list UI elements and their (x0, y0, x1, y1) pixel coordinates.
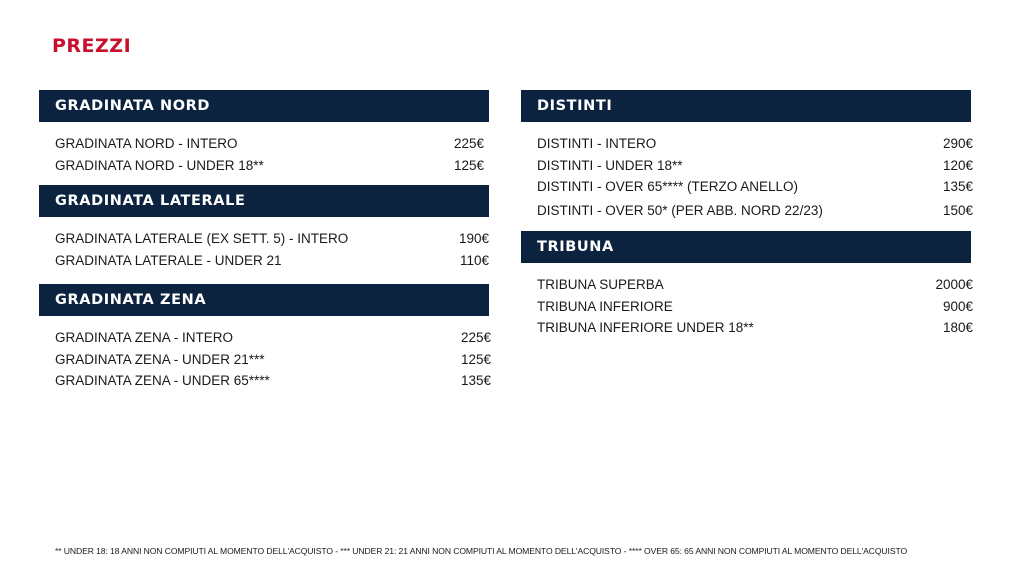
price-label: TRIBUNA SUPERBA (537, 277, 664, 292)
section-header: TRIBUNA (521, 231, 971, 263)
price-label: GRADINATA ZENA - UNDER 65**** (55, 373, 270, 388)
price-row (521, 176, 973, 198)
price-value: 135€ (942, 179, 973, 194)
price-label: DISTINTI - OVER 50* (PER ABB. NORD 22/23) (537, 202, 823, 218)
price-row (521, 155, 973, 177)
price-row (39, 155, 484, 177)
price-label: GRADINATA NORD - INTERO (55, 136, 238, 151)
price-row (39, 349, 491, 371)
price-row (39, 250, 489, 272)
section-gradinata-zena (39, 284, 491, 392)
price-row (39, 370, 491, 392)
footnote: ** UNDER 18: 18 ANNI NON COMPIUTI AL MOMENTO DELL'ACQUISTO - *** UNDER 21: 21 ANNI NON COMPIUTI AL MOMENTO DELL'ACQUISTO - **** OVER 65: 65 ANNI NON COMPIUTI AL MOMENTO DELL'ACQUISTO (55, 546, 908, 556)
price-value: 2000€ (935, 277, 973, 292)
price-row (39, 133, 484, 155)
price-value: 180€ (942, 320, 973, 335)
price-label: TRIBUNA INFERIORE (537, 298, 673, 314)
section-header: DISTINTI (521, 90, 971, 122)
page-title: PREZZI (52, 35, 132, 57)
price-row (521, 274, 973, 296)
price-value: 135€ (460, 373, 491, 388)
price-value: 125€ (453, 157, 484, 173)
section-header: GRADINATA ZENA (39, 284, 489, 316)
price-value: 125€ (460, 351, 491, 367)
section-header: GRADINATA NORD (39, 90, 489, 122)
price-label: GRADINATA NORD - UNDER 18** (55, 157, 264, 173)
price-label: DISTINTI - UNDER 18** (537, 157, 683, 173)
price-value: 900€ (942, 298, 973, 314)
price-value: 225€ (453, 136, 484, 151)
price-label: GRADINATA LATERALE - UNDER 21 (55, 252, 282, 268)
price-label: GRADINATA ZENA - INTERO (55, 330, 234, 345)
section-header: GRADINATA LATERALE (39, 185, 489, 217)
price-row (39, 327, 491, 349)
price-label: GRADINATA ZENA - UNDER 21*** (55, 351, 265, 367)
section-tribuna (521, 231, 973, 339)
price-value: 290€ (942, 136, 973, 151)
price-row (521, 200, 973, 222)
price-value: 120€ (942, 157, 973, 173)
section-gradinata-laterale (39, 185, 489, 271)
price-value: 225€ (460, 330, 491, 345)
price-label: GRADINATA LATERALE (EX SETT. 5) - INTERO (55, 231, 349, 246)
section-gradinata-nord (39, 90, 489, 176)
price-row (521, 317, 973, 339)
price-row (39, 228, 489, 250)
price-label: DISTINTI - OVER 65**** (TERZO ANELLO) (537, 179, 799, 194)
price-row (521, 296, 973, 318)
price-value: 110€ (459, 252, 489, 268)
price-value: 190€ (458, 231, 489, 246)
price-value: 150€ (942, 202, 973, 218)
price-label: TRIBUNA INFERIORE UNDER 18** (537, 320, 754, 335)
section-distinti (521, 90, 973, 221)
price-label: DISTINTI - INTERO (537, 136, 657, 151)
price-row (521, 133, 973, 155)
